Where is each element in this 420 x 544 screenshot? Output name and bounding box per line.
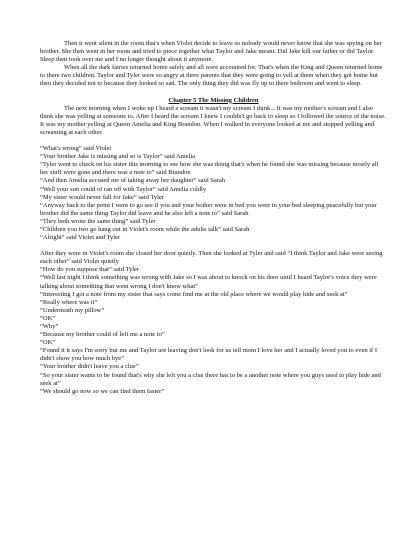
dialogue-line: “So your sister wants to be found that's why she left you a clue there has to be a another note where you guys used to play hide and seek at” [40,371,381,387]
dialogue-line: “Tyler went to check on his sister this morning to see how she was doing that's when he found she was missing because mostly all her stuff were gone and there was a note to” said Brandon [40,161,379,177]
dialogue-line: “Children you two go hang out in Violet's room while the adults talk” said Sarah [40,225,250,233]
dialogue-line: “Really where was it” [40,298,98,306]
dialogue-line: “And then Amelia accused me of taking away her daughter” said Sarah [40,177,225,185]
dialogue-line: “Why” [40,323,59,330]
dialogue-line: After they were in Violet's room she closed her door quietly. Then she looked at Tyler and said “I think Taylor and Jake were seeing each other” said Violet quietly [40,250,383,266]
dialogue-line: “My sister would never fall for Jake” said Tyler [40,193,164,201]
dialogue-line: “OK” [40,314,56,322]
chapter-opening-paragraph: The next morning when I woke up I heard a scream it wasn't my scream I think... It was my mother's scream and I also think she was yelling at someone to. After I heard the scream I knew I couldn't go back to sleep so I followed the source of the noise. It was my mother yelling at Queen Amelia and King Brandon. When I walked in everyone looked at me and stopped yelling and screaming at each other. [40,104,386,136]
dialogue-line: “Underneath my pillow” [40,306,105,314]
dialogue-line: “Alright” said Violet and Tyler [40,234,121,242]
chapter-heading: Chapter 5 The Missing Children [168,96,259,104]
intro-paragraph-2: When all the dark fairies returned home safely and all were accounted for. That's when the King and Queen returned home to there two children. Taylor and Tyler were so angry at there parents that they were going to yell at them when they got home but then they decided not to because they looked so sad. The only thing they did was fly up to there bedroom and went to sleep. [40,64,383,88]
dialogue-line: “How do you suppose that” said Tyler [40,266,140,274]
dialogue-line: “Anyway back to the point I went to go see if you and your bother were in bed you were in your bed sleeping peacefully but your brother did the same thing Taylor did leave and he also left a note to” said Sarah [40,201,377,217]
dialogue-line: “Your brother Jake is missing and so is Taylor” said Amelia [40,153,196,161]
dialogue-line: “OK” [40,339,56,347]
dialogue-block-1 [40,145,387,242]
dialogue-line: “What's wrong” said Violet [40,145,112,153]
intro-paragraph-1: Then it went silent in the room that's when Violet decide to leave so nobody would never know that she was spying on her brother. She then went in her room and tried to piece together what Taylor and Jake meant. Did Jake kill our father or did Taylor. Sleep then took over me and I no longer thought about it anymore. [40,40,382,64]
dialogue-line: “Well your son could of ran off with Taylor” said Amelia coldly [40,185,207,193]
dialogue-block-2 [40,250,387,396]
dialogue-line: “Well last night I think something was wrong with Jake so I was about to knock on his door until I heard Taylor's voice they were talking about something that went wrong I don't know what” [40,274,377,290]
dialogue-line: “Because my brother could of left me a note to” [40,331,165,339]
dialogue-line: “We should go now so we can find them faster” [40,387,165,395]
dialogue-line: “They both wrote the same thing” said Tyler [40,217,156,225]
dialogue-line: “Interesting I got a note from my sister that says come find me at the old place where we would play hide and seek at” [40,290,348,298]
dialogue-line: “Your brother didn't leave you a clue” [40,363,139,371]
dialogue-line: “Found it it says I'm sorry but me and Taylor are leaving don't look for us tell mom I love her and I actually loved you to even if I didn't show you how much bye” [40,347,377,363]
